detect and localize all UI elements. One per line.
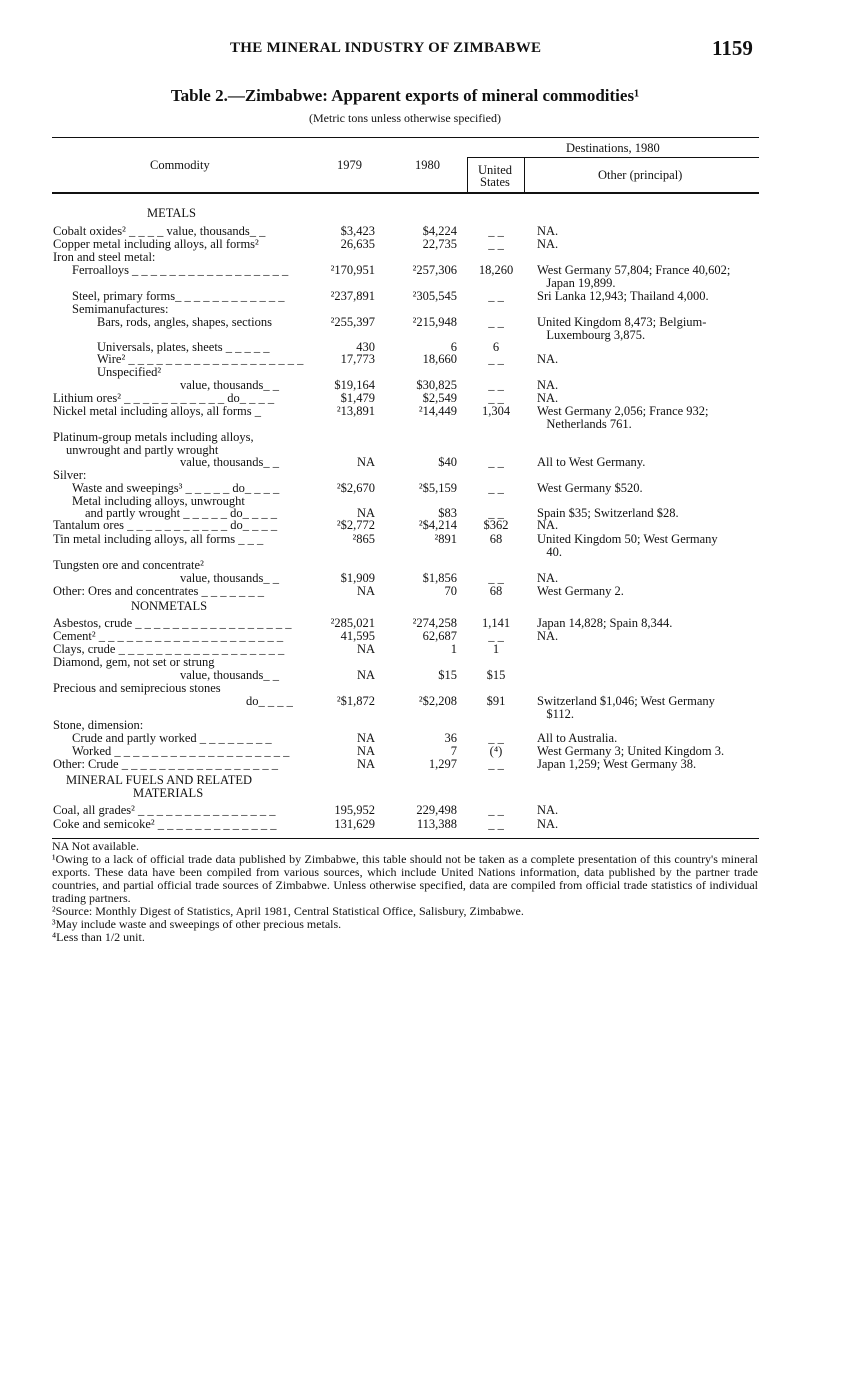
- value-1979-cell: NA: [356, 506, 375, 520]
- commodity-cell: Lithium ores² _ _ _ _ _ _ _ _ _ _ _ do_ _ _ _: [53, 391, 275, 405]
- col-header-1979: 1979: [337, 158, 362, 172]
- us-destination-cell: _ _: [488, 391, 504, 405]
- value-1979-cell: NA: [356, 744, 375, 758]
- commodity-cell: value, thousands_ _: [180, 378, 279, 392]
- value-1980-cell: ²$5,159: [418, 481, 457, 495]
- commodity-cell: value, thousands_ _: [180, 455, 279, 469]
- commodity-cell: Copper metal including alloys, all forms²: [53, 237, 259, 251]
- footnote: ³May include waste and sweepings of other precious metals.: [52, 917, 342, 931]
- commodity-cell: Other: Ores and concentrates _ _ _ _ _ _ _: [53, 584, 265, 598]
- us-destination-cell: _ _: [488, 352, 504, 366]
- value-1979-cell: NA: [356, 455, 375, 469]
- commodity-cell: Asbestos, crude _ _ _ _ _ _ _ _ _ _ _ _ _ _ _ _ _: [53, 616, 292, 630]
- value-1979-cell: $3,423: [340, 224, 375, 238]
- other-destination-cell: Switzerland $1,046; West Germany: [537, 694, 715, 708]
- value-1980-cell: 113,388: [416, 817, 457, 831]
- commodity-cell: value, thousands_ _: [180, 571, 279, 585]
- value-1980-cell: $30,825: [416, 378, 457, 392]
- other-destination-cell: Sri Lanka 12,943; Thailand 4,000.: [537, 289, 709, 303]
- value-1980-cell: ²215,948: [412, 315, 457, 329]
- value-1979-cell: NA: [356, 668, 375, 682]
- value-1979-cell: $1,479: [340, 391, 375, 405]
- value-1980-cell: ²$4,214: [418, 518, 457, 532]
- value-1980-cell: 62,687: [422, 629, 457, 643]
- col-header-commodity: Commodity: [150, 158, 210, 172]
- commodity-cell: Diamond, gem, not set or strung: [53, 655, 215, 669]
- section-heading: MINERAL FUELS AND RELATED: [66, 773, 252, 787]
- commodity-cell: Worked _ _ _ _ _ _ _ _ _ _ _ _ _ _ _ _ _ _ _: [72, 744, 290, 758]
- value-1979-cell: NA: [356, 642, 375, 656]
- other-destination-cell: United Kingdom 50; West Germany: [537, 532, 718, 546]
- other-destination-cell: 40.: [537, 545, 562, 559]
- commodity-cell: Coke and semicoke² _ _ _ _ _ _ _ _ _ _ _ _ _: [53, 817, 277, 831]
- value-1979-cell: ²$2,772: [336, 518, 375, 532]
- value-1979-cell: NA: [356, 731, 375, 745]
- us-destination-cell: _ _: [488, 817, 504, 831]
- value-1980-cell: $4,224: [422, 224, 457, 238]
- value-1979-cell: ²865: [352, 532, 375, 546]
- commodity-cell: Precious and semiprecious stones: [53, 681, 221, 695]
- commodity-cell: Nickel metal including alloys, all forms _: [53, 404, 261, 418]
- commodity-cell: Unspecified²: [97, 365, 162, 379]
- other-destination-cell: West Germany 2,056; France 932;: [537, 404, 709, 418]
- us-destination-cell: $91: [486, 694, 506, 708]
- col-header-us-line2: States: [480, 175, 510, 189]
- us-destination-cell: 1,304: [481, 404, 511, 418]
- commodity-cell: Waste and sweepings³ _ _ _ _ _ do_ _ _ _: [72, 481, 280, 495]
- other-destination-cell: NA.: [537, 817, 559, 831]
- us-destination-cell: _ _: [488, 803, 504, 817]
- value-1979-cell: ²$1,872: [336, 694, 375, 708]
- commodity-cell: Stone, dimension:: [53, 718, 144, 732]
- value-1979-cell: 17,773: [340, 352, 375, 366]
- value-1979-cell: ²13,891: [336, 404, 375, 418]
- commodity-cell: Silver:: [53, 468, 87, 482]
- value-1980-cell: 70: [444, 584, 457, 598]
- other-destination-cell: $112.: [537, 707, 575, 721]
- us-destination-cell: _ _: [488, 506, 504, 520]
- other-destination-cell: NA.: [537, 391, 559, 405]
- table-subtitle: (Metric tons unless otherwise specified): [309, 111, 501, 125]
- us-destination-cell: _ _: [488, 315, 504, 329]
- other-destination-cell: NA.: [537, 629, 559, 643]
- commodity-cell: Other: Crude _ _ _ _ _ _ _ _ _ _ _ _ _ _ _ _ _: [53, 757, 278, 771]
- value-1980-cell: 6: [450, 340, 457, 354]
- us-destination-cell: 6: [492, 340, 500, 354]
- value-1979-cell: ²285,021: [330, 616, 375, 630]
- footnote: ¹Owing to a lack of official trade data published by Zimbabwe, this table should not be taken as a complete presentation of this country's mineral exports. These data have been compiled from various sources, which include United Nations information, data published by the partner trade countries, and partial official trade sources of Zimbabwe. Unless otherwise specified, data are compiled from official trade statistics of individual trading partners.: [52, 852, 758, 905]
- value-1979-cell: ²$2,670: [336, 481, 375, 495]
- value-1980-cell: 7: [450, 744, 457, 758]
- value-1979-cell: NA: [356, 757, 375, 771]
- commodity-cell: Metal including alloys, unwrought: [72, 494, 245, 508]
- us-destination-cell: $15: [486, 668, 506, 682]
- us-destination-cell: _ _: [488, 481, 504, 495]
- value-1979-cell: $19,164: [334, 378, 375, 392]
- section-heading: METALS: [147, 206, 196, 220]
- commodity-cell: Semimanufactures:: [72, 302, 169, 316]
- table-bottom-rule: [52, 838, 759, 839]
- table-title: Table 2.—Zimbabwe: Apparent exports of mineral commodities¹: [170, 86, 640, 105]
- us-destination-cell: _ _: [488, 378, 504, 392]
- col-header-other: Other (principal): [598, 168, 683, 182]
- us-destination-cell: _ _: [488, 289, 504, 303]
- other-destination-cell: NA.: [537, 571, 559, 585]
- commodity-cell: Bars, rods, angles, shapes, sections: [97, 315, 272, 329]
- value-1979-cell: NA: [356, 584, 375, 598]
- value-1980-cell: $83: [438, 506, 457, 520]
- us-destination-cell: _ _: [488, 237, 504, 251]
- other-destination-cell: West Germany $520.: [537, 481, 643, 495]
- value-1980-cell: 1: [450, 642, 457, 656]
- other-destination-cell: NA.: [537, 378, 559, 392]
- commodity-cell: Platinum-group metals including alloys,: [53, 430, 254, 444]
- footnote: NA Not available.: [52, 839, 139, 853]
- value-1980-cell: ²305,545: [412, 289, 457, 303]
- value-1980-cell: 22,735: [422, 237, 457, 251]
- us-destination-cell: 1: [492, 642, 500, 656]
- section-heading: MATERIALS: [133, 786, 204, 800]
- value-1979-cell: ²170,951: [330, 263, 375, 277]
- value-1980-cell: 18,660: [422, 352, 457, 366]
- value-1979-cell: 131,629: [334, 817, 375, 831]
- other-destination-cell: West Germany 57,804; France 40,602;: [537, 263, 731, 277]
- value-1979-cell: $1,909: [340, 571, 375, 585]
- value-1980-cell: ²14,449: [418, 404, 457, 418]
- value-1979-cell: ²255,397: [330, 315, 375, 329]
- running-title: THE MINERAL INDUSTRY OF ZIMBABWE: [230, 40, 542, 56]
- other-destination-cell: West Germany 3; United Kingdom 3.: [537, 744, 725, 758]
- footnote: ⁴Less than 1/2 unit.: [52, 930, 145, 944]
- footnote: ²Source: Monthly Digest of Statistics, April 1981, Central Statistical Office, Salisbury, Zimbabwe.: [52, 904, 524, 918]
- commodity-cell: Clays, crude _ _ _ _ _ _ _ _ _ _ _ _ _ _ _ _ _ _: [53, 642, 285, 656]
- value-1979-cell: 41,595: [340, 629, 375, 643]
- other-destination-cell: Netherlands 761.: [537, 417, 632, 431]
- value-1980-cell: ²274,258: [412, 616, 457, 630]
- value-1979-cell: ²237,891: [330, 289, 375, 303]
- value-1980-cell: 229,498: [416, 803, 457, 817]
- commodity-cell: Crude and partly worked _ _ _ _ _ _ _ _: [72, 731, 272, 745]
- us-destination-cell: _ _: [488, 757, 504, 771]
- other-destination-cell: Luxembourg 3,875.: [537, 328, 646, 342]
- value-1980-cell: 1,297: [428, 757, 457, 771]
- other-destination-cell: NA.: [537, 352, 559, 366]
- us-destination-cell: 1,141: [481, 616, 511, 630]
- other-destination-cell: West Germany 2.: [537, 584, 624, 598]
- commodity-cell: Cobalt oxides² _ _ _ _ value, thousands_ _: [53, 224, 266, 238]
- commodity-cell: Wire² _ _ _ _ _ _ _ _ _ _ _ _ _ _ _ _ _ _ _: [97, 352, 304, 366]
- us-destination-cell: _ _: [488, 455, 504, 469]
- commodity-cell: Cement² _ _ _ _ _ _ _ _ _ _ _ _ _ _ _ _ _ _ _ _: [53, 629, 284, 643]
- other-destination-cell: Japan 1,259; West Germany 38.: [537, 757, 697, 771]
- other-destination-cell: United Kingdom 8,473; Belgium-: [537, 315, 707, 329]
- commodity-cell: Tin metal including alloys, all forms _ _ _: [53, 532, 264, 546]
- value-1980-cell: ²891: [434, 532, 457, 546]
- us-destination-cell: 68: [489, 532, 503, 546]
- us-destination-cell: _ _: [488, 224, 504, 238]
- commodity-cell: do_ _ _ _: [246, 694, 293, 708]
- value-1980-cell: 36: [444, 731, 457, 745]
- commodity-cell: Ferroalloys _ _ _ _ _ _ _ _ _ _ _ _ _ _ _ _ _: [72, 263, 289, 277]
- section-heading: NONMETALS: [131, 599, 208, 613]
- other-destination-cell: All to Australia.: [537, 731, 618, 745]
- commodity-cell: unwrought and partly wrought: [66, 443, 219, 457]
- commodity-cell: Iron and steel metal:: [53, 250, 156, 264]
- us-destination-cell: _ _: [488, 629, 504, 643]
- value-1980-cell: ²257,306: [412, 263, 457, 277]
- value-1980-cell: $1,856: [422, 571, 457, 585]
- us-destination-cell: 18,260: [478, 263, 514, 277]
- value-1979-cell: 195,952: [334, 803, 375, 817]
- other-destination-cell: NA.: [537, 518, 559, 532]
- other-destination-cell: NA.: [537, 803, 559, 817]
- other-destination-cell: Japan 19,899.: [537, 276, 616, 290]
- value-1980-cell: $40: [438, 455, 457, 469]
- us-destination-cell: $362: [483, 518, 509, 532]
- commodity-cell: Universals, plates, sheets _ _ _ _ _: [97, 340, 270, 354]
- commodity-cell: value, thousands_ _: [180, 668, 279, 682]
- col-header-destinations: Destinations, 1980: [566, 141, 660, 155]
- other-destination-cell: Japan 14,828; Spain 8,344.: [537, 616, 673, 630]
- us-destination-cell: _ _: [488, 571, 504, 585]
- commodity-cell: Tantalum ores _ _ _ _ _ _ _ _ _ _ _ do_ _ _ _: [53, 518, 278, 532]
- other-destination-cell: Spain $35; Switzerland $28.: [537, 506, 679, 520]
- other-destination-cell: NA.: [537, 224, 559, 238]
- value-1979-cell: 26,635: [340, 237, 375, 251]
- col-header-us-line1: United: [478, 163, 513, 177]
- commodity-cell: Coal, all grades² _ _ _ _ _ _ _ _ _ _ _ _ _ _ _: [53, 803, 276, 817]
- other-destination-cell: NA.: [537, 237, 559, 251]
- other-destination-cell: All to West Germany.: [537, 455, 646, 469]
- col-header-1980: 1980: [415, 158, 440, 172]
- value-1980-cell: $15: [438, 668, 457, 682]
- value-1980-cell: $2,549: [422, 391, 457, 405]
- us-destination-cell: (⁴): [489, 744, 503, 758]
- page-number: 1159: [712, 36, 753, 60]
- commodity-cell: Tungsten ore and concentrate²: [53, 558, 204, 572]
- commodity-cell: and partly wrought _ _ _ _ _ do_ _ _ _: [85, 506, 277, 520]
- value-1980-cell: ²$2,208: [418, 694, 457, 708]
- commodity-cell: Steel, primary forms_ _ _ _ _ _ _ _ _ _ _ _: [72, 289, 285, 303]
- value-1979-cell: 430: [356, 340, 375, 354]
- us-destination-cell: _ _: [488, 731, 504, 745]
- us-destination-cell: 68: [489, 584, 503, 598]
